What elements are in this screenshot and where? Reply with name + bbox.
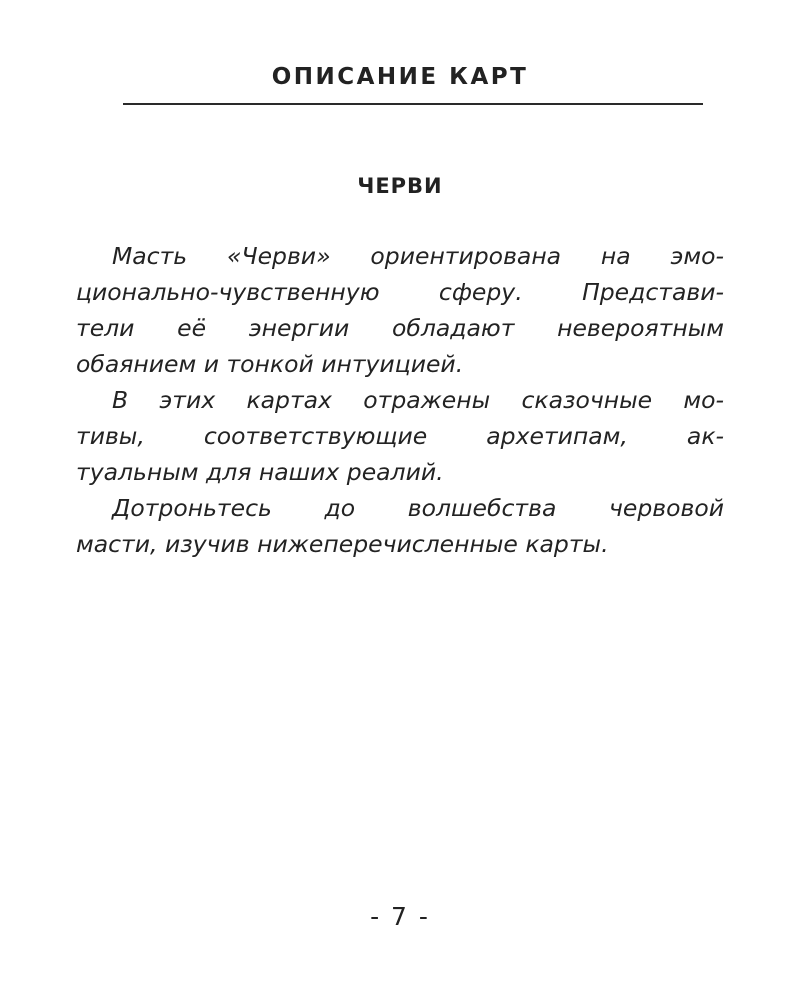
paragraph-2	[76, 382, 724, 490]
paragraph-line: В этих картах отражены сказочные мо-	[112, 386, 724, 414]
paragraph-line: тивы, соответствующие архетипам, ак-	[76, 422, 724, 450]
paragraph-line: обаянием и тонкой интуицией.	[76, 350, 464, 378]
paragraph-line: ционально-чувственную сферу. Представи-	[76, 278, 724, 306]
section-title: ЧЕРВИ	[357, 174, 443, 198]
page-number: - 7 -	[370, 902, 430, 931]
running-header-title: ОПИСАНИЕ КАРТ	[271, 64, 529, 90]
header-divider	[123, 103, 703, 105]
paragraph-line: тели её энергии обладают невероятным	[76, 314, 724, 342]
paragraph-1	[76, 238, 724, 382]
body-text	[76, 238, 724, 562]
paragraph-line: масти, изучив нижеперечисленные карты.	[76, 530, 609, 558]
paragraph-line: туальным для наших реалий.	[76, 458, 444, 486]
paragraph-line: Дотроньтесь до волшебства червовой	[112, 494, 724, 522]
paragraph-3	[76, 490, 724, 562]
paragraph-line: Масть «Черви» ориентирована на эмо-	[112, 242, 724, 270]
